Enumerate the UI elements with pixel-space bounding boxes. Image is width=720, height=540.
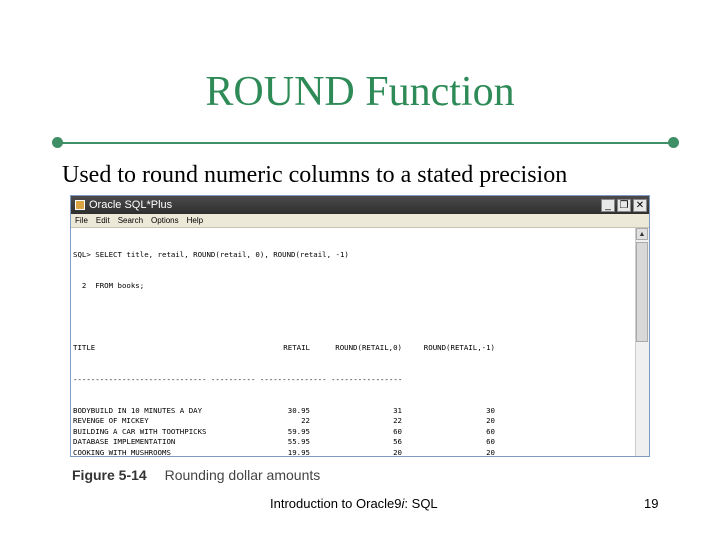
table-row bbox=[73, 416, 633, 426]
cell-retail: 59.95 bbox=[287, 426, 310, 436]
figure-label: Figure 5-14 bbox=[72, 467, 147, 483]
close-button[interactable] bbox=[633, 199, 647, 212]
table-row bbox=[73, 406, 633, 416]
sql-command-line2: 2 FROM books; bbox=[73, 281, 145, 291]
cell-round-neg1: 30 bbox=[486, 405, 495, 415]
cell-round0: 22 bbox=[393, 416, 402, 426]
header-title: TITLE bbox=[73, 343, 96, 353]
slide-title: ROUND Function bbox=[205, 69, 515, 115]
window-titlebar[interactable] bbox=[71, 196, 649, 214]
footer-suffix: : SQL bbox=[404, 496, 438, 511]
scroll-thumb[interactable] bbox=[636, 242, 648, 342]
cell-retail: 55.95 bbox=[287, 437, 310, 447]
sqlplus-window[interactable] bbox=[70, 195, 650, 457]
rule-line bbox=[58, 142, 674, 144]
figure-caption bbox=[72, 467, 320, 483]
table-row bbox=[73, 437, 633, 447]
sql-command-line1: SQL> SELECT title, retail, ROUND(retail, 0), ROUND(retail, -1) bbox=[73, 249, 349, 259]
minimize-icon: _ bbox=[605, 199, 611, 211]
cell-round-neg1: 60 bbox=[486, 437, 495, 447]
slide-footer bbox=[270, 496, 438, 511]
restore-icon: ❐ bbox=[619, 199, 629, 211]
cell-round-neg1: 60 bbox=[486, 426, 495, 436]
page-number: 19 bbox=[644, 496, 659, 511]
rule-dot-right bbox=[668, 137, 679, 148]
menu-help[interactable]: Help bbox=[186, 216, 204, 225]
oracle-app-icon bbox=[75, 200, 85, 210]
cell-title: BUILDING A CAR WITH TOOTHPICKS bbox=[73, 426, 207, 436]
cell-title: BODYBUILD IN 10 MINUTES A DAY bbox=[73, 405, 203, 415]
cell-retail: 19.95 bbox=[287, 447, 310, 456]
menu-file[interactable]: File bbox=[75, 216, 88, 225]
maximize-button[interactable] bbox=[617, 199, 631, 212]
menu-edit[interactable]: Edit bbox=[95, 216, 110, 225]
slide-subtitle: Used to round numeric columns to a stated precision bbox=[62, 162, 568, 188]
header-round-neg1: ROUND(RETAIL,-1) bbox=[423, 343, 495, 353]
header-round0: ROUND(RETAIL,0) bbox=[335, 343, 402, 353]
cell-retail: 22 bbox=[301, 416, 310, 426]
scroll-up-icon[interactable]: ▲ bbox=[636, 228, 648, 240]
menu-options[interactable]: Options bbox=[151, 216, 179, 225]
header-separator: ------------------------------ ---------- --------------- ---------------- bbox=[73, 374, 403, 384]
footer-prefix: Introduction to Oracle9 bbox=[270, 496, 402, 511]
cell-round-neg1: 20 bbox=[486, 447, 495, 456]
window-title: Oracle SQL*Plus bbox=[89, 199, 173, 211]
cell-round0: 56 bbox=[393, 437, 402, 447]
cell-title: DATABASE IMPLEMENTATION bbox=[73, 437, 176, 447]
table-row bbox=[73, 448, 633, 456]
cell-title: COOKING WITH MUSHROOMS bbox=[73, 447, 171, 456]
menu-bar bbox=[71, 214, 649, 228]
table-row bbox=[73, 427, 633, 437]
figure-text: Rounding dollar amounts bbox=[164, 467, 321, 483]
vertical-scrollbar[interactable] bbox=[635, 228, 649, 456]
cell-round0: 60 bbox=[393, 426, 402, 436]
footer-italic: i bbox=[401, 496, 405, 511]
close-icon: ✕ bbox=[635, 199, 645, 211]
cell-retail: 30.95 bbox=[287, 405, 310, 415]
sql-output[interactable] bbox=[71, 228, 635, 456]
cell-round0: 20 bbox=[393, 447, 402, 456]
header-retail: RETAIL bbox=[283, 343, 310, 353]
cell-title: REVENGE OF MICKEY bbox=[73, 416, 149, 426]
menu-search[interactable]: Search bbox=[117, 216, 144, 225]
cell-round-neg1: 20 bbox=[486, 416, 495, 426]
result-header bbox=[73, 343, 633, 353]
minimize-button[interactable] bbox=[601, 199, 615, 212]
cell-round0: 31 bbox=[393, 405, 402, 415]
